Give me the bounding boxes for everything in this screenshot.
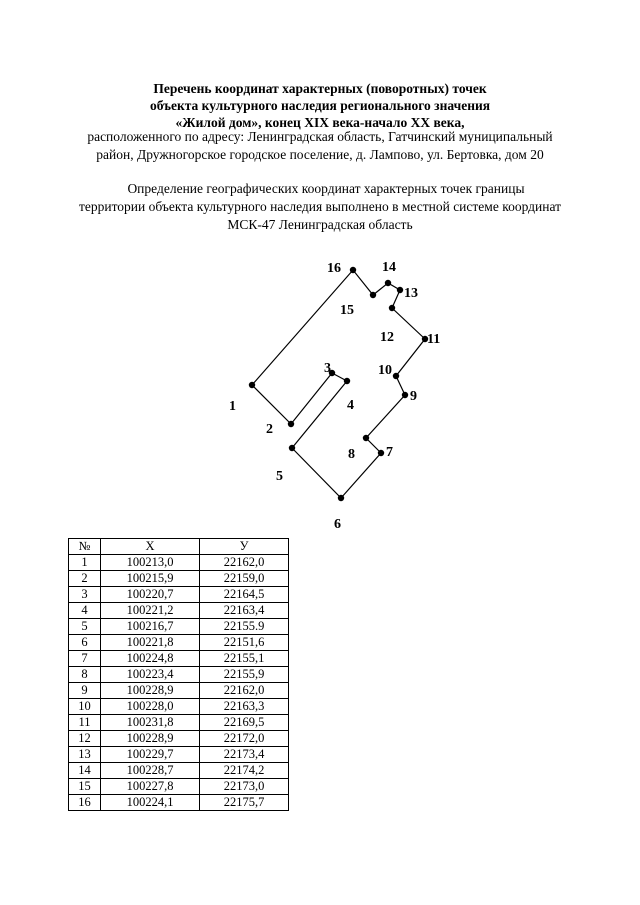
cell-y: 22172,0 xyxy=(200,731,289,747)
cell-number: 13 xyxy=(69,747,101,763)
table-row xyxy=(69,763,289,779)
cell-y: 22175,7 xyxy=(200,795,289,811)
cell-y: 22159,0 xyxy=(200,571,289,587)
table-row xyxy=(69,683,289,699)
cell-x: 100223,4 xyxy=(101,667,200,683)
table-row xyxy=(69,731,289,747)
boundary-point-15 xyxy=(370,292,376,298)
address-line-2: район, Дружногорское городское поселение, д. Лампово, ул. Бертовка, дом 20 xyxy=(96,147,544,162)
cell-number: 5 xyxy=(69,619,101,635)
boundary-point-5 xyxy=(289,445,295,451)
boundary-point-2 xyxy=(288,421,294,427)
point-label-11: 11 xyxy=(427,332,441,347)
cell-x: 100224,8 xyxy=(101,651,200,667)
point-label-12: 12 xyxy=(380,330,394,345)
boundary-point-4 xyxy=(344,378,350,384)
boundary-point-7 xyxy=(378,450,384,456)
header-y: У xyxy=(200,539,289,555)
table-row xyxy=(69,603,289,619)
title-line-3: «Жилой дом», конец XIX века-начало XX века, xyxy=(175,115,465,130)
point-label-14: 14 xyxy=(382,260,396,275)
cell-y: 22155,9 xyxy=(200,667,289,683)
cell-number: 14 xyxy=(69,763,101,779)
cell-y: 22151,6 xyxy=(200,635,289,651)
cell-y: 22163,3 xyxy=(200,699,289,715)
cell-y: 22173,4 xyxy=(200,747,289,763)
cell-number: 3 xyxy=(69,587,101,603)
boundary-point-6 xyxy=(338,495,344,501)
point-label-6: 6 xyxy=(334,517,341,532)
cell-number: 16 xyxy=(69,795,101,811)
point-label-15: 15 xyxy=(340,303,354,318)
method-line-3: МСК-47 Ленинградская область xyxy=(227,217,413,232)
boundary-point-16 xyxy=(350,267,356,273)
point-label-16: 16 xyxy=(327,261,341,276)
table-row xyxy=(69,747,289,763)
address-line-1: расположенного по адресу: Ленинградская область, Гатчинский муниципальный xyxy=(87,129,553,144)
cell-x: 100228,0 xyxy=(101,699,200,715)
header-number: № xyxy=(69,539,101,555)
point-label-8: 8 xyxy=(348,447,355,462)
cell-y: 22173,0 xyxy=(200,779,289,795)
table-row xyxy=(69,651,289,667)
method-line-2: территории объекта культурного наследия выполнено в местной системе координат xyxy=(78,199,562,214)
table-row xyxy=(69,699,289,715)
cell-x: 100227,8 xyxy=(101,779,200,795)
point-label-3: 3 xyxy=(324,361,331,376)
cell-number: 8 xyxy=(69,667,101,683)
cell-y: 22162,0 xyxy=(200,555,289,571)
cell-number: 6 xyxy=(69,635,101,651)
boundary-point-1 xyxy=(249,382,255,388)
header-x: X xyxy=(101,539,200,555)
method-line-1: Определение географических координат характерных точек границы xyxy=(127,181,525,196)
cell-x: 100220,7 xyxy=(101,587,200,603)
cell-number: 4 xyxy=(69,603,101,619)
cell-y: 22162,0 xyxy=(200,683,289,699)
table-header-row xyxy=(69,539,289,555)
cell-x: 100228,9 xyxy=(101,731,200,747)
cell-x: 100224,1 xyxy=(101,795,200,811)
cell-number: 2 xyxy=(69,571,101,587)
boundary-point-10 xyxy=(393,373,399,379)
table-row xyxy=(69,779,289,795)
point-label-4: 4 xyxy=(347,398,354,413)
title-line-2: объекта культурного наследия регионального значения xyxy=(149,98,491,113)
point-label-2: 2 xyxy=(266,422,273,437)
boundary-point-13 xyxy=(397,287,403,293)
cell-x: 100228,9 xyxy=(101,683,200,699)
cell-x: 100228,7 xyxy=(101,763,200,779)
boundary-point-9 xyxy=(402,392,408,398)
table-row xyxy=(69,571,289,587)
cell-x: 100229,7 xyxy=(101,747,200,763)
cell-number: 10 xyxy=(69,699,101,715)
cell-number: 11 xyxy=(69,715,101,731)
cell-number: 7 xyxy=(69,651,101,667)
table-row xyxy=(69,715,289,731)
address-block xyxy=(0,128,640,164)
cell-y: 22169,5 xyxy=(200,715,289,731)
cell-number: 12 xyxy=(69,731,101,747)
method-statement xyxy=(0,180,640,234)
boundary-point-14 xyxy=(385,280,391,286)
point-label-13: 13 xyxy=(404,286,418,301)
cell-number: 1 xyxy=(69,555,101,571)
point-label-9: 9 xyxy=(410,389,417,404)
cell-y: 22155.9 xyxy=(200,619,289,635)
cell-x: 100231,8 xyxy=(101,715,200,731)
cell-number: 15 xyxy=(69,779,101,795)
point-label-10: 10 xyxy=(378,363,392,378)
document-title xyxy=(0,80,640,131)
boundary-point-12 xyxy=(389,305,395,311)
table-row xyxy=(69,667,289,683)
table-row xyxy=(69,619,289,635)
table-row xyxy=(69,587,289,603)
point-label-5: 5 xyxy=(276,469,283,484)
table-row xyxy=(69,555,289,571)
point-label-7: 7 xyxy=(386,445,393,460)
boundary-line xyxy=(252,270,425,498)
title-line-1: Перечень координат характерных (поворотных) точек xyxy=(153,81,487,96)
cell-y: 22174,2 xyxy=(200,763,289,779)
cell-number: 9 xyxy=(69,683,101,699)
cell-y: 22155,1 xyxy=(200,651,289,667)
point-label-1: 1 xyxy=(229,399,236,414)
cell-x: 100221,2 xyxy=(101,603,200,619)
cell-x: 100216,7 xyxy=(101,619,200,635)
cell-y: 22164,5 xyxy=(200,587,289,603)
boundary-scheme xyxy=(0,250,640,540)
cell-x: 100215,9 xyxy=(101,571,200,587)
cell-x: 100213,0 xyxy=(101,555,200,571)
cell-y: 22163,4 xyxy=(200,603,289,619)
coordinates-table xyxy=(68,538,289,811)
table-row xyxy=(69,795,289,811)
table-row xyxy=(69,635,289,651)
boundary-point-8 xyxy=(363,435,369,441)
cell-x: 100221,8 xyxy=(101,635,200,651)
